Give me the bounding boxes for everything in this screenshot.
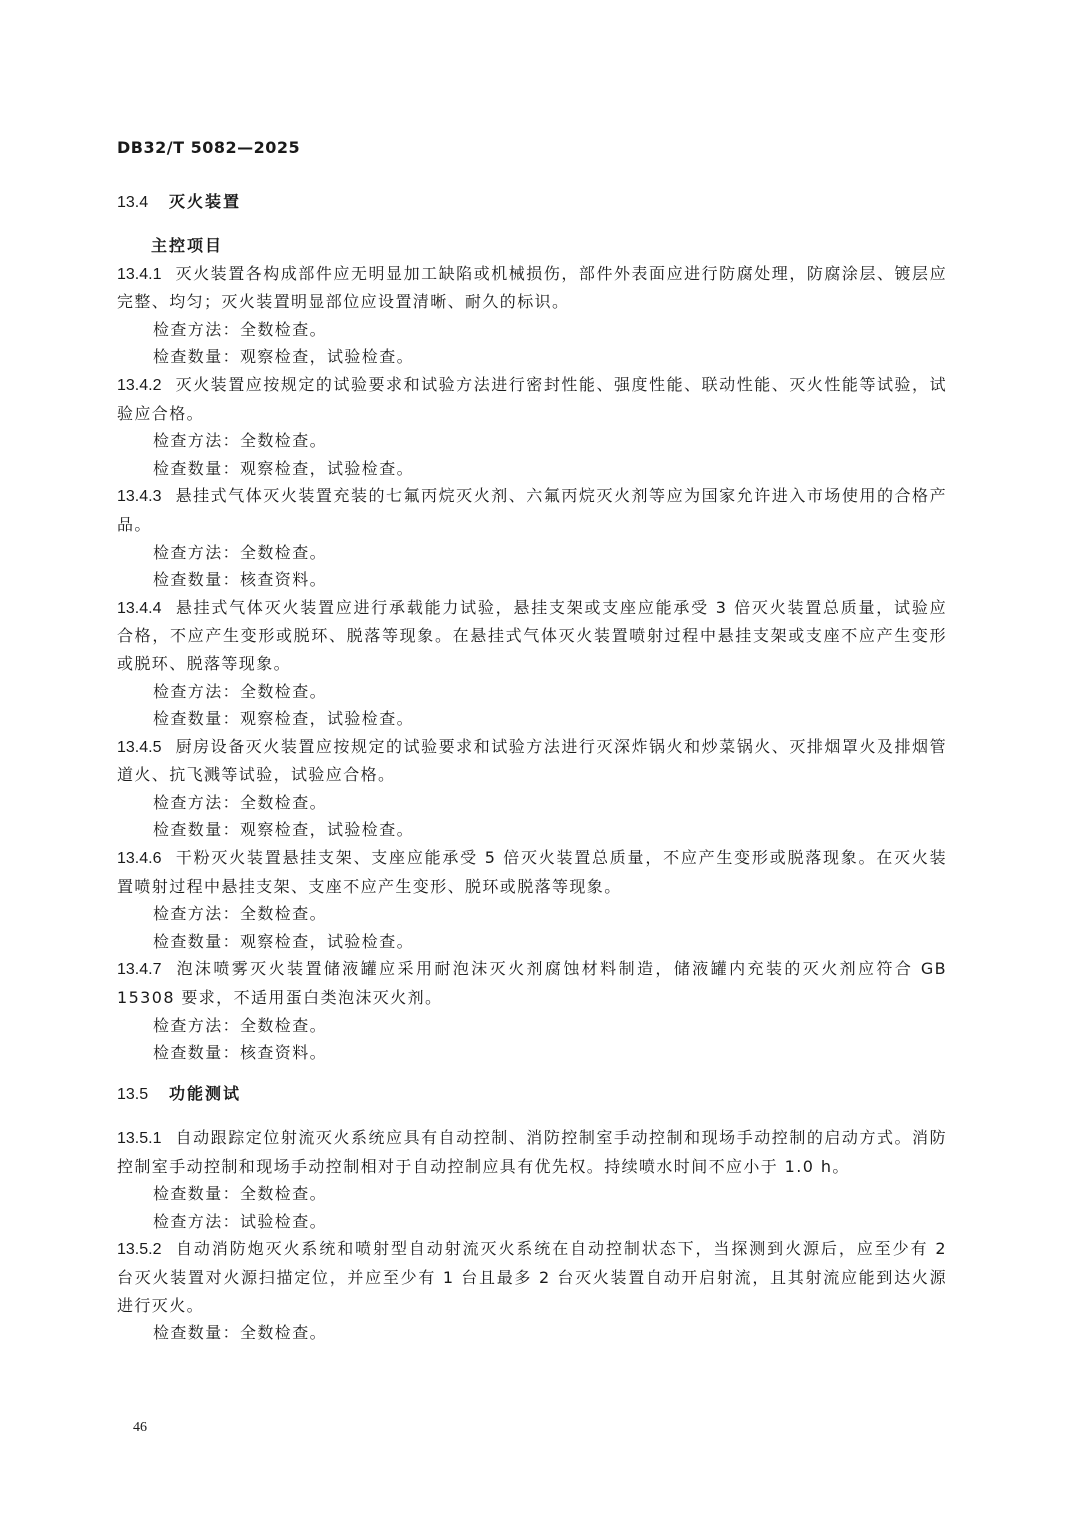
check-line: 检查方法：全数检查。	[153, 681, 328, 701]
check-line: 检查数量：观察检查，试验检查。	[153, 458, 415, 478]
section-body-13-4	[117, 232, 947, 1067]
clause-number: 13.4.3	[117, 488, 162, 506]
clause-13-4-5	[117, 733, 947, 844]
check-line: 检查方法：全数检查。	[153, 1015, 328, 1035]
section-number: 13.5	[117, 1086, 149, 1103]
check-line: 检查数量：全数检查。	[153, 1184, 328, 1204]
section-heading-13-5	[117, 1082, 241, 1107]
clause-13-5-1	[117, 1124, 947, 1235]
clause-number: 13.4.6	[117, 850, 162, 868]
clause-number: 13.4.7	[117, 961, 162, 979]
section-heading-13-4	[117, 190, 241, 215]
clause-text: 泡沫喷雾灭火装置储液罐应采用耐泡沫灭火剂腐蚀材料制造，储液罐内充装的灭火剂应符合 GB 15308 要求，不适用蛋白类泡沫灭火剂。	[117, 959, 947, 1008]
section-number: 13.4	[117, 194, 149, 211]
section-title: 功能测试	[169, 1084, 242, 1103]
clause-text: 干粉灭火装置悬挂支架、支座应能承受 5 倍灭火装置总质量，不应产生变形或脱落现象。在灭火装置喷射过程中悬挂支架、支座不应产生变形、脱环或脱落等现象。	[117, 848, 947, 896]
clause-number: 13.5.1	[117, 1130, 162, 1147]
check-line: 检查数量：全数检查。	[153, 1323, 328, 1343]
clause-number: 13.4.4	[117, 599, 162, 617]
clause-13-4-2	[117, 371, 947, 482]
clause-text: 灭火装置应按规定的试验要求和试验方法进行密封性能、强度性能、联动性能、灭火性能等试验，试验应合格。	[117, 374, 947, 423]
check-line: 检查数量：观察检查，试验检查。	[153, 820, 415, 840]
clause-text: 悬挂式气体灭火装置应进行承载能力试验，悬挂支架或支座应能承受 3 倍灭火装置总质量，试验应合格，不应产生变形或脱环、脱落等现象。在悬挂式气体灭火装置喷射过程中悬挂支架或支座不应产生变形或脱环、脱落等现象。	[117, 597, 947, 673]
page-number: 46	[133, 1420, 147, 1435]
clause-13-4-4	[117, 594, 947, 733]
check-line: 检查方法：全数检查。	[153, 904, 328, 924]
clause-text: 灭火装置各构成部件应无明显加工缺陷或机械损伤，部件外表面应进行防腐处理，防腐涂层、镀层应完整、均匀；灭火装置明显部位应设置清晰、耐久的标识。	[117, 263, 947, 312]
clause-text: 自动消防炮灭火系统和喷射型自动射流灭火系统在自动控制状态下，当探测到火源后，应至少有 2 台灭火装置对火源扫描定位，并应至少有 1 台且最多 2 台灭火装置自动开启射流，且其射流应能到达火源进行灭火。	[117, 1239, 947, 1315]
check-line: 检查方法：全数检查。	[153, 792, 328, 812]
clause-13-4-1	[117, 260, 947, 371]
clause-number: 13.5.2	[117, 1241, 162, 1259]
clause-number: 13.4.5	[117, 738, 162, 756]
check-line: 检查方法：全数检查。	[153, 319, 328, 339]
check-line: 检查方法：全数检查。	[153, 431, 328, 451]
check-line: 检查数量：观察检查，试验检查。	[153, 347, 415, 367]
clause-13-4-3	[117, 482, 947, 593]
clause-13-4-6	[117, 844, 947, 955]
clause-number: 13.4.2	[117, 376, 162, 394]
check-line: 检查数量：核查资料。	[153, 570, 328, 590]
document-code: DB32/T 5082—2025	[117, 138, 301, 157]
clause-text: 悬挂式气体灭火装置充装的七氟丙烷灭火剂、六氟丙烷灭火剂等应为国家允许进入市场使用的合格产品。	[117, 486, 947, 534]
check-line: 检查方法：试验检查。	[153, 1211, 328, 1231]
clause-13-4-7	[117, 955, 947, 1066]
clause-13-5-2	[117, 1235, 947, 1346]
check-line: 检查数量：观察检查，试验检查。	[153, 931, 415, 951]
section-body-13-5	[117, 1124, 947, 1347]
section-title: 灭火装置	[169, 192, 242, 211]
check-line: 检查方法：全数检查。	[153, 542, 328, 562]
subheading-main-control-items: 主控项目	[151, 236, 224, 255]
clause-number: 13.4.1	[117, 265, 162, 283]
check-line: 检查数量：核查资料。	[153, 1043, 328, 1063]
check-line: 检查数量：观察检查，试验检查。	[153, 709, 415, 729]
clause-text: 厨房设备灭火装置应按规定的试验要求和试验方法进行灭深炸锅火和炒菜锅火、灭排烟罩火及排烟管道火、抗飞溅等试验，试验应合格。	[117, 736, 947, 785]
clause-text: 自动跟踪定位射流灭火系统应具有自动控制、消防控制室手动控制和现场手动控制的启动方式。消防控制室手动控制和现场手动控制相对于自动控制应具有优先权。持续喷水时间不应小于 1.0 h。	[117, 1128, 947, 1176]
